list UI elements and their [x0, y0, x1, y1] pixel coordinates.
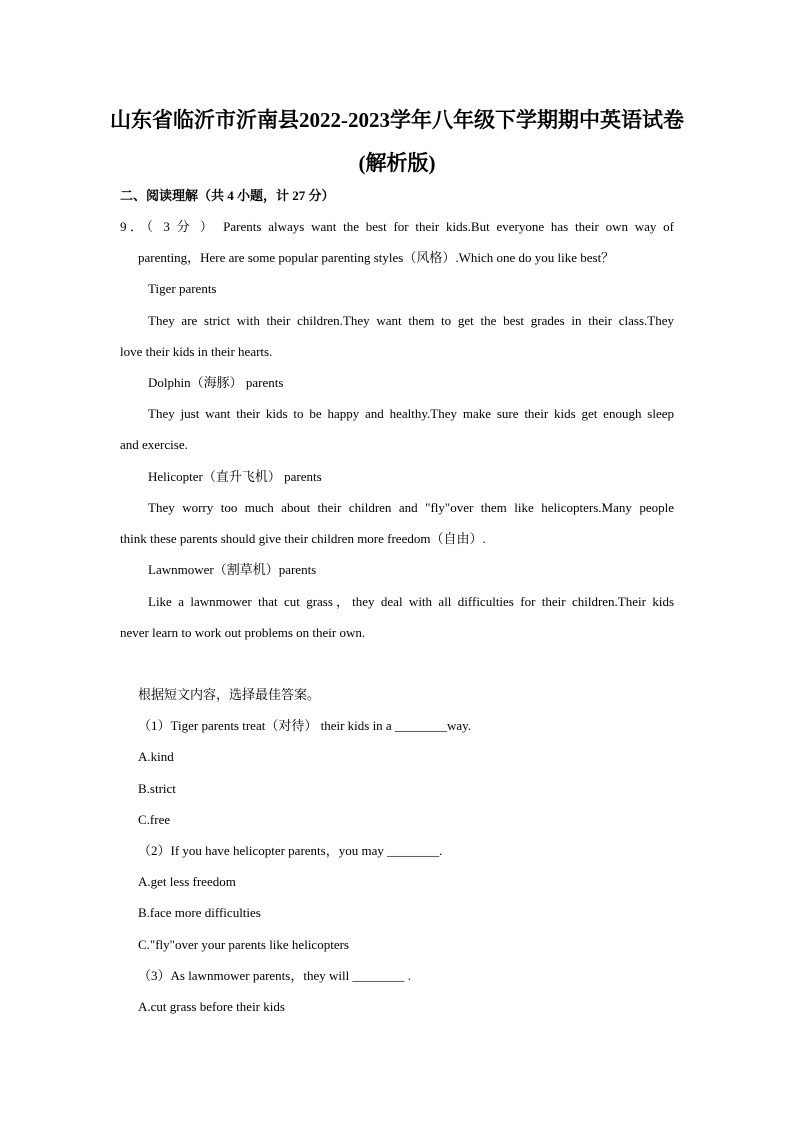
helicopter-paragraph-line-1: They worry too much about their children and "fly"over them like helicopters.Many people: [148, 500, 674, 515]
helicopter-heading: Helicopter（直升飞机） parents: [148, 469, 322, 484]
sub-question-1: （1）Tiger parents treat（对待） their kids in a ________way.: [138, 718, 472, 733]
instruction-text: 根据短文内容，选择最佳答案。: [138, 687, 321, 702]
helicopter-paragraph-line-2: think these parents should give their children more freedom（自由）.: [120, 531, 486, 546]
option-2c: C."fly"over your parents like helicopters: [138, 937, 349, 952]
question-intro-line-1: 9．（ 3 分 ） Parents always want the best for their kids.But everyone has their own way of: [120, 219, 674, 234]
document-title-line-2: (解析版): [358, 151, 436, 175]
option-2a: A.get less freedom: [138, 874, 236, 889]
sub-question-2: （2）If you have helicopter parents，you may ________.: [138, 843, 443, 858]
lawnmower-paragraph-line-2: never learn to work out problems on their own.: [120, 625, 366, 640]
sub-question-3: （3）As lawnmower parents，they will ________ .: [138, 968, 411, 983]
tiger-heading: Tiger parents: [148, 281, 217, 296]
option-3a: A.cut grass before their kids: [138, 999, 285, 1014]
section-heading: 二、阅读理解（共 4 小题，计 27 分）: [120, 188, 335, 203]
option-1a: A.kind: [138, 749, 174, 764]
lawnmower-paragraph-line-1: Like a lawnmower that cut grass，they deal with all difficulties for their children.Their kids: [148, 594, 674, 609]
tiger-paragraph-line-2: love their kids in their hearts.: [120, 344, 273, 359]
dolphin-heading: Dolphin（海豚） parents: [148, 375, 284, 390]
question-intro-line-2: parenting，Here are some popular parenting styles（风格）.Which one do you like best？: [138, 250, 615, 265]
option-2b: B.face more difficulties: [138, 905, 261, 920]
option-1c: C.free: [138, 812, 171, 827]
document-title-line-1: 山东省临沂市沂南县2022-2023学年八年级下学期期中英语试卷: [110, 108, 684, 132]
dolphin-paragraph-line-1: They just want their kids to be happy and healthy.They make sure their kids get enough sleep: [148, 406, 674, 421]
lawnmower-heading: Lawnmower（割草机）parents: [148, 562, 317, 577]
option-1b: B.strict: [138, 781, 176, 796]
dolphin-paragraph-line-2: and exercise.: [120, 437, 188, 452]
tiger-paragraph-line-1: They are strict with their children.They want them to get the best grades in their class.They: [148, 313, 674, 328]
